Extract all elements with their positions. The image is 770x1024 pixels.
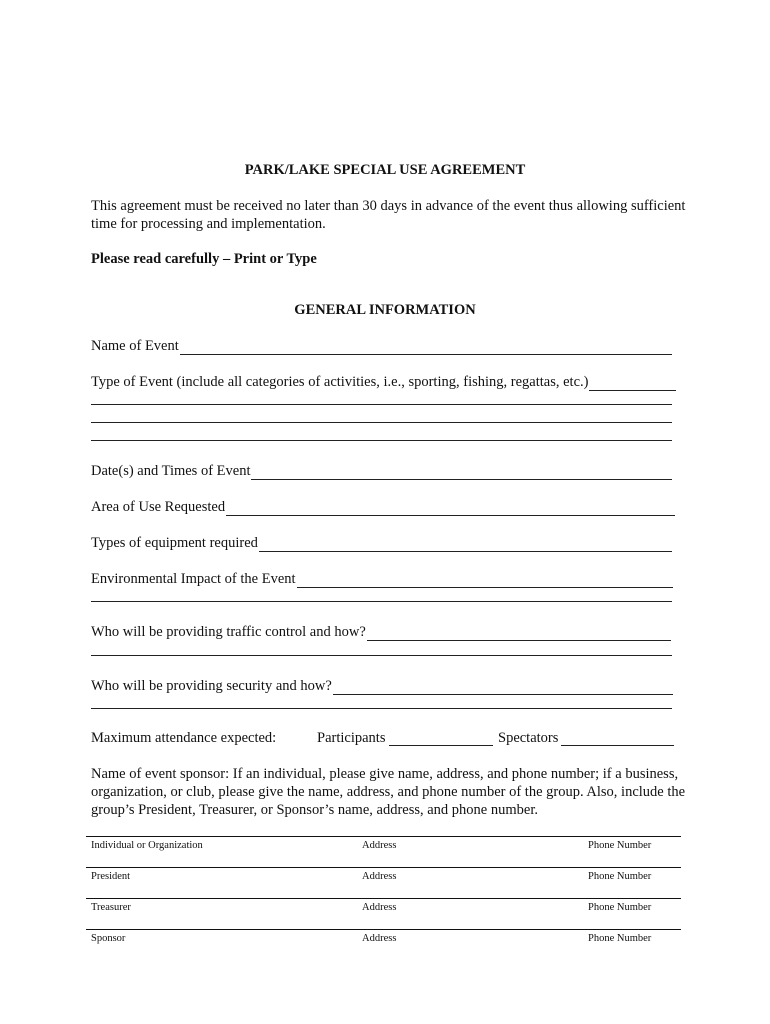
address-label: Address [362,933,397,944]
document-title: PARK/LAKE SPECIAL USE AGREEMENT [244,162,526,178]
traffic-control-line[interactable] [367,626,671,641]
type-of-event-label: Type of Event (include all categories of activities, i.e., sporting, fishing, regattas, etc.) [91,374,589,390]
type-of-event-line[interactable] [589,376,676,391]
area-of-use-field[interactable] [91,498,675,516]
sponsor-instructions: Name of event sponsor: If an individual, please give name, address, and phone number; if a business, organization, or club, please give the name, address, and phone number of the group. Also, include the group’s President, Treasurer, or Sponsor’s name, address, and phone number. [91,766,686,818]
security-field[interactable] [91,677,673,695]
address-label: Address [362,902,397,913]
type-of-event-field[interactable] [91,373,676,391]
dates-times-line[interactable] [251,465,672,480]
equipment-line[interactable] [259,537,672,552]
spectators-label: Spectators [498,730,559,746]
phone-label: Phone Number [588,840,652,851]
equipment-field[interactable] [91,534,672,552]
role-label: Treasurer [91,902,131,913]
dates-times-label: Date(s) and Times of Event [91,463,251,479]
area-of-use-label: Area of Use Requested [91,499,226,515]
table-row[interactable] [86,898,681,929]
type-of-event-line-2[interactable] [91,404,672,405]
phone-label: Phone Number [588,933,652,944]
security-line-2[interactable] [91,708,672,709]
attendance-label: Maximum attendance expected: [91,730,277,746]
security-line[interactable] [333,680,673,695]
name-of-event-line[interactable] [180,340,672,355]
environmental-impact-field[interactable] [91,570,673,588]
dates-times-field[interactable] [91,462,672,480]
security-label: Who will be providing security and how? [91,678,332,694]
area-of-use-line[interactable] [226,501,675,516]
phone-label: Phone Number [588,871,652,882]
role-label: Individual or Organization [91,840,203,851]
address-label: Address [362,840,397,851]
participants-line[interactable] [389,731,493,746]
table-row[interactable] [86,836,681,867]
environmental-impact-line-2[interactable] [91,601,672,602]
attendance-row [91,730,675,748]
table-row[interactable] [86,867,681,898]
section-title-general-information: GENERAL INFORMATION [294,302,476,318]
name-of-event-label: Name of Event [91,338,179,354]
traffic-control-label: Who will be providing traffic control and how? [91,624,366,640]
table-row[interactable] [86,929,681,960]
type-of-event-line-3[interactable] [91,422,672,423]
name-of-event-field[interactable] [91,337,672,355]
sponsor-table [86,836,681,960]
traffic-control-field[interactable] [91,623,671,641]
role-label: President [91,871,131,882]
equipment-label: Types of equipment required [91,535,258,551]
phone-label: Phone Number [588,902,652,913]
environmental-impact-line[interactable] [297,573,673,588]
address-label: Address [362,871,397,882]
spectators-line[interactable] [561,731,674,746]
type-of-event-line-4[interactable] [91,440,672,441]
intro-paragraph: This agreement must be received no later than 30 days in advance of the event thus allowing sufficient time for processing and implementation. [91,198,686,232]
environmental-impact-label: Environmental Impact of the Event [91,571,296,587]
traffic-control-line-2[interactable] [91,655,672,656]
participants-label: Participants [317,730,386,746]
instruction-text: Please read carefully – Print or Type [91,251,317,267]
role-label: Sponsor [91,933,126,944]
